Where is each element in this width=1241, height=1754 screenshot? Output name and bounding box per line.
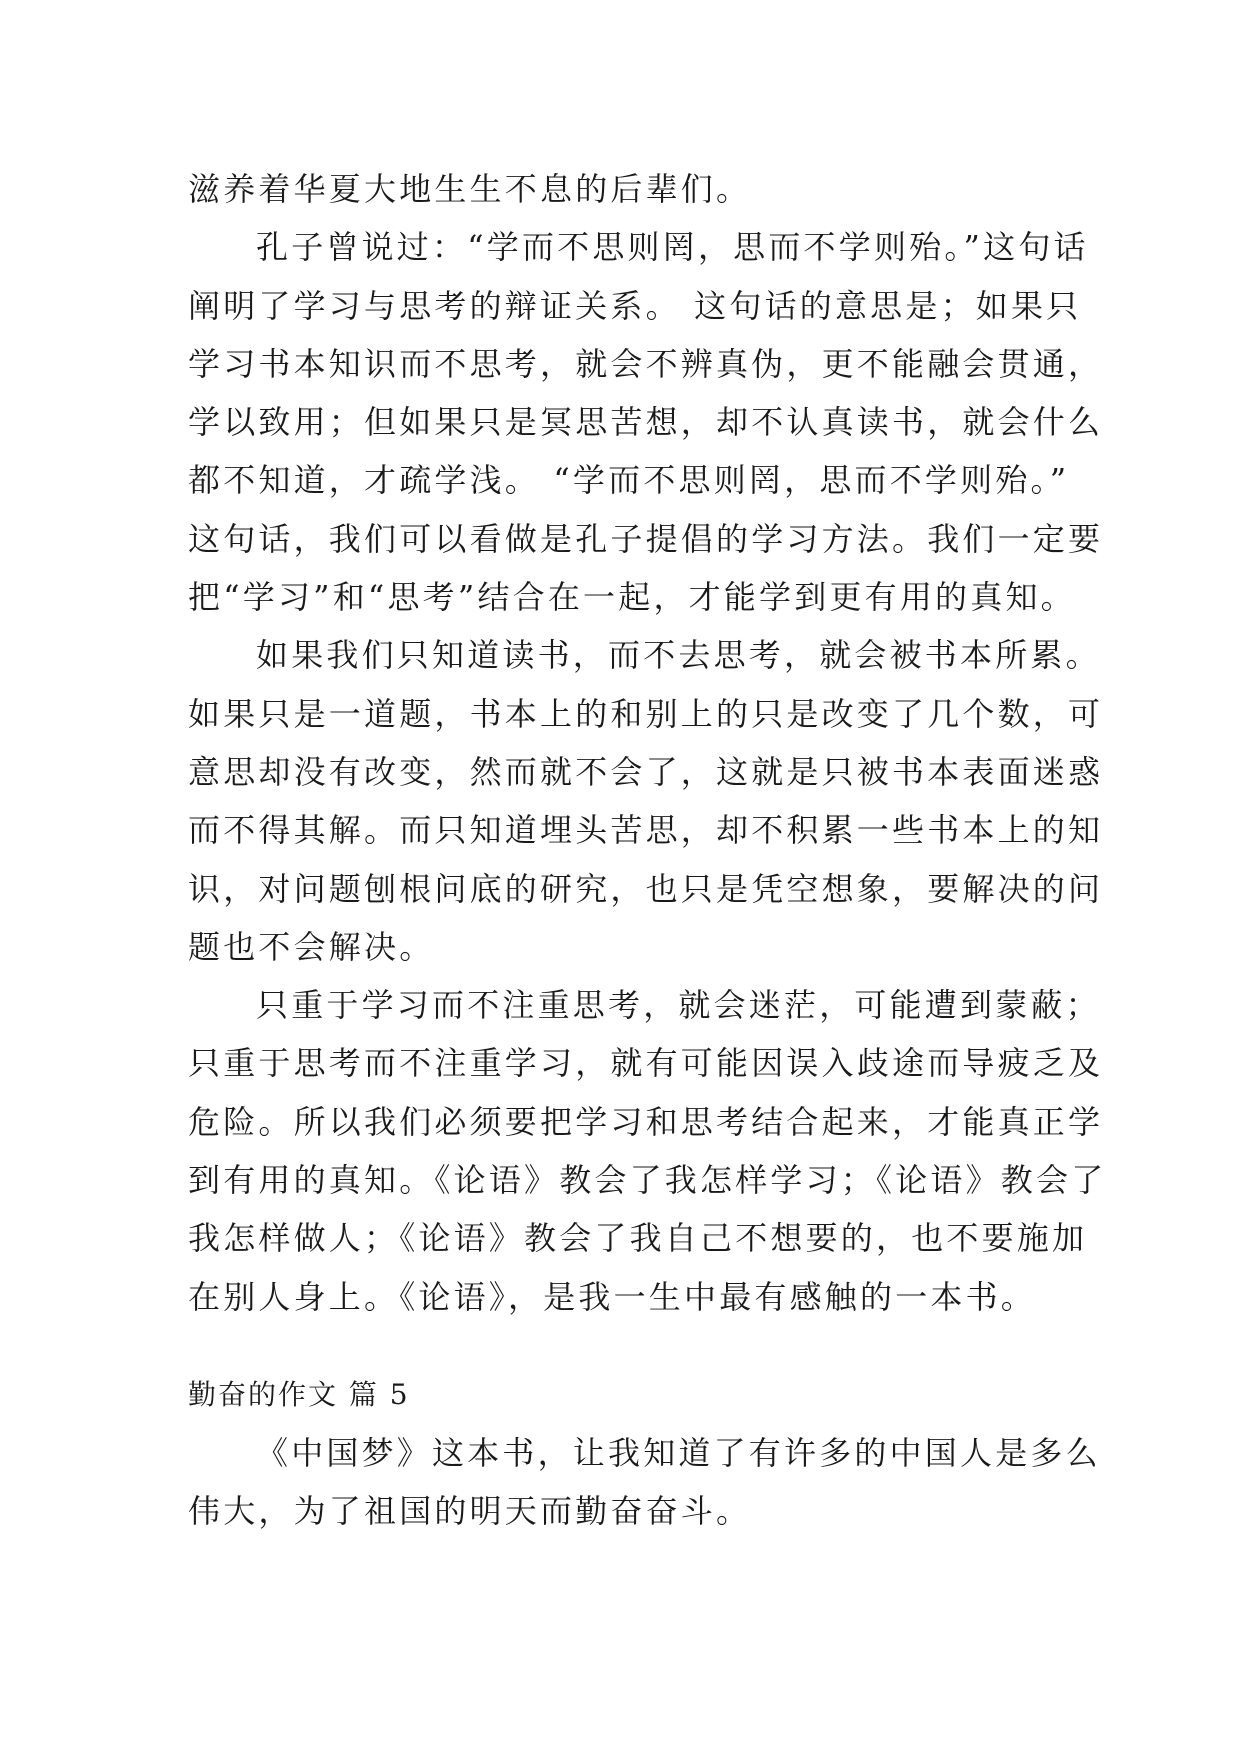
text-line: 我怎样做人；《论语》教会了我自己不想要的，也不要施加	[188, 1219, 1088, 1258]
text-line: 意思却没有改变，然而就不会了，这就是只被书本表面迷惑	[188, 752, 1104, 791]
text-line: 滋养着华夏大地生生不息的后辈们。	[188, 170, 752, 208]
paragraph-2	[188, 218, 1104, 626]
text-line: 而不得其解。而只知道埋头苦思，却不积累一些书本上的知	[188, 811, 1104, 850]
text-line: 在别人身上。《论语》，是我一生中最有感触的一本书。	[188, 1277, 1037, 1316]
paragraph-1	[188, 160, 1058, 218]
paragraph-3	[188, 626, 1104, 976]
text-line: 危险。所以我们必须要把学习和思考结合起来，才能真正学	[188, 1102, 1104, 1141]
text-line: 如果只是一道题，书本上的和别上的只是改变了几个数，可	[188, 694, 1104, 733]
text-line: 孔子曾说过：“学而不思则罔，思而不学则殆。”这句话	[256, 228, 1089, 267]
paragraph-4	[188, 976, 1107, 1326]
text-line: 这句话，我们可以看做是孔子提倡的学习方法。我们一定要	[188, 519, 1104, 558]
document-page	[188, 160, 1107, 1541]
text-line: 伟大，为了祖国的明天而勤奋奋斗。	[188, 1492, 752, 1531]
section-spacer	[188, 1326, 1058, 1366]
text-line: 阐明了学习与思考的辩证关系。 这句话的意思是；如果只	[188, 286, 1082, 325]
text-line: 学习书本知识而不思考，就会不辨真伪，更不能融会贯通，	[188, 344, 1104, 383]
paragraph-5	[188, 1424, 1101, 1541]
text-line: 学以致用；但如果只是冥思苦想，却不认真读书，就会什么	[188, 403, 1104, 442]
text-line: 只重于思考而不注重学习，就有可能因误入歧途而导疲乏及	[188, 1044, 1104, 1083]
text-line: 把“学习”和“思考”结合在一起，才能学到更有用的真知。	[188, 578, 1076, 617]
section-heading: 勤奋的作文 篇 5	[188, 1377, 410, 1411]
text-line: 到有用的真知。《论语》教会了我怎样学习；《论语》教会了	[188, 1161, 1107, 1200]
text-line: 只重于学习而不注重思考，就会迷茫，可能遭到蒙蔽；	[256, 986, 1101, 1025]
text-line: 《中国梦》这本书，让我知道了有许多的中国人是多么	[256, 1433, 1101, 1472]
text-line: 题也不会解决。	[188, 927, 435, 966]
text-line: 识，对问题刨根问底的研究，也只是凭空想象，要解决的问	[188, 869, 1104, 908]
text-line: 都不知道，才疏学浅。 “学而不思则罔，思而不学则殆。”	[188, 461, 1070, 500]
text-line: 如果我们只知道读书，而不去思考，就会被书本所累。	[256, 636, 1101, 675]
